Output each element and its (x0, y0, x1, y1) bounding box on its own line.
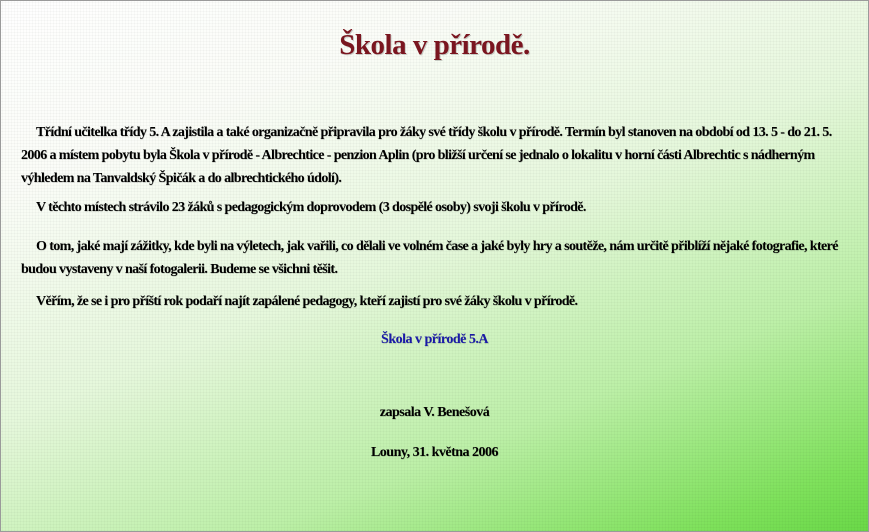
paragraph-photos (21, 235, 857, 281)
paragraph-intro-text: Třídní učitelka třídy 5. A zajistila a také organizačně připravila pro žáky své třídy školu v přírodě. Termín byl stanoven na období od 13. 5 - do 21. 5. 2006 a místem pobytu byla Škola v přírodě - Albrechtice - penzion Aplin (pro bližší určení se jednalo o lokalitu v horní části Albrechtic s nádherným výhledem na Tanvaldský Špičák a do albrechtického údolí). (21, 125, 832, 186)
paragraph-participants-text: V těchto místech strávilo 23 žáků s pedagogickým doprovodem (3 dospělé osoby) svoji školu v přírodě. (36, 200, 586, 215)
paragraph-closing-text: Věřím, že se i pro příští rok podaří najít zapálené pedagogy, kteří zajistí pro své žáky školu v přírodě. (36, 294, 578, 309)
gallery-link[interactable]: Škola v přírodě 5.A (381, 332, 488, 347)
date-line: Louny, 31. května 2006 (370, 445, 499, 460)
paragraph-photos-text: O tom, jaké mají zážitky, kde byli na výletech, jak vařili, co dělali ve volném čase a jaké byly hry a soutěže, nám určitě přiblíží nějaké fotografie, které budou vystaveny v naší fotogalerii. Budeme se všichni těšit. (21, 239, 838, 277)
author-signature: zapsala V. Benešová (379, 405, 490, 420)
paragraph-closing (21, 290, 857, 313)
page-title: Škola v přírodě. (339, 29, 530, 61)
paragraph-participants (21, 196, 857, 219)
paragraph-intro (21, 121, 857, 190)
